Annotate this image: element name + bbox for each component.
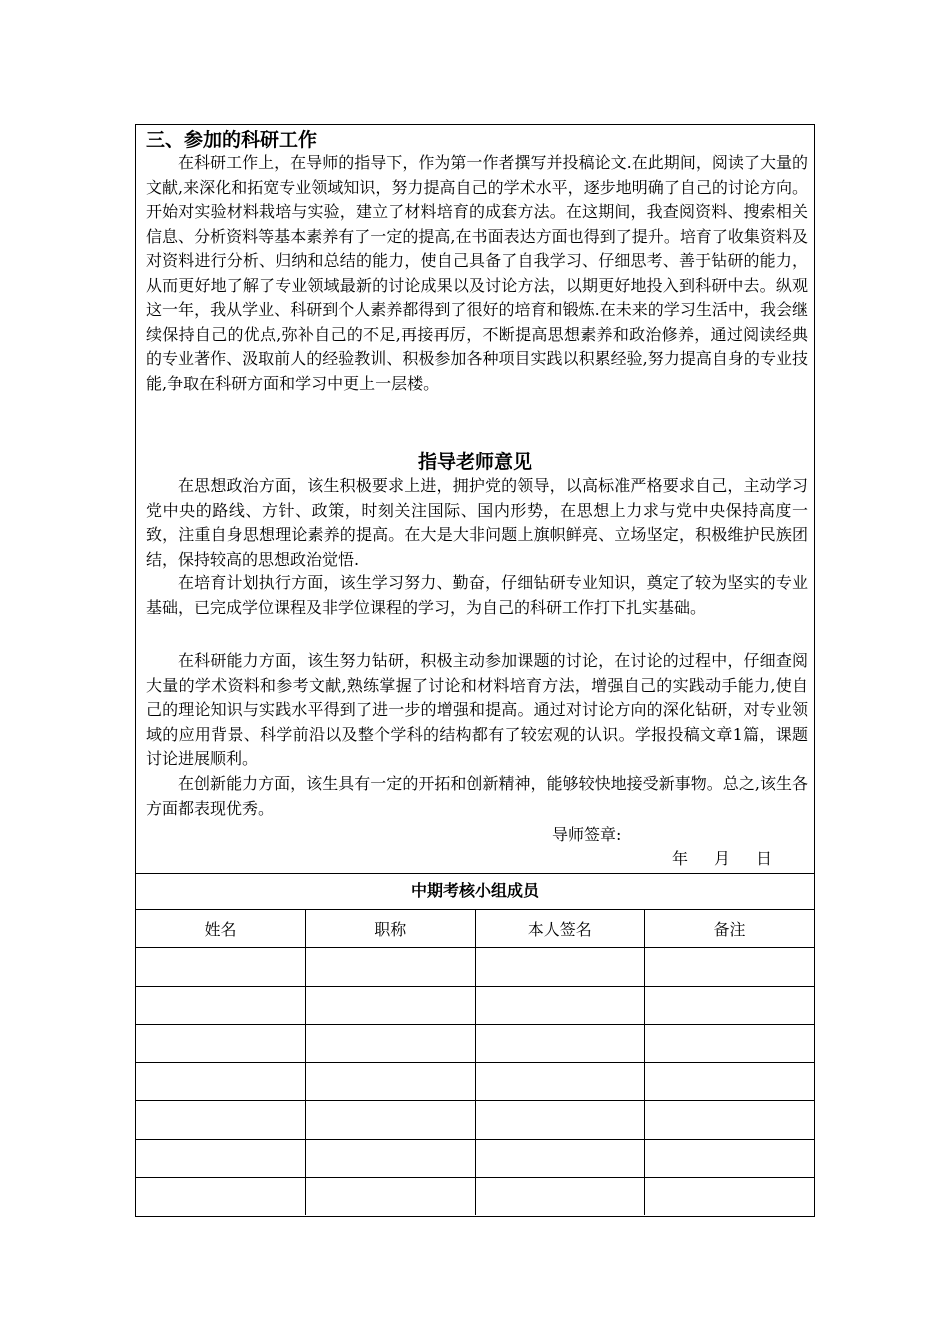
table-cell[interactable] <box>136 1101 306 1139</box>
table-row <box>136 948 814 986</box>
table-row <box>136 1063 814 1101</box>
table-cell[interactable] <box>306 1101 476 1139</box>
signature-label: 导师签章: <box>552 825 622 844</box>
header-name: 姓名 <box>136 910 306 948</box>
date-day: 日 <box>756 849 773 868</box>
opinion-paragraph-training: 在培育计划执行方面，该生学习努力、勤奋，仔细钻研专业知识，奠定了较为坚实的专业基础，已完成学位课程及非学位课程的学习，为自己的科研工作打下扎实基础。 <box>146 573 808 617</box>
table-cell[interactable] <box>306 986 476 1024</box>
table-cell[interactable] <box>306 948 476 986</box>
table-row <box>136 1178 814 1216</box>
table-row <box>136 986 814 1024</box>
review-group-title: 中期考核小组成员 <box>136 873 814 910</box>
signature-date <box>672 847 798 871</box>
table-cell[interactable] <box>136 986 306 1024</box>
header-signature: 本人签名 <box>475 910 645 948</box>
table-cell[interactable] <box>475 1101 645 1139</box>
table-row <box>136 1024 814 1062</box>
table-cell[interactable] <box>475 1178 645 1216</box>
date-month: 月 <box>714 849 731 868</box>
table-row <box>136 1139 814 1177</box>
review-group-table <box>136 910 814 1215</box>
table-cell[interactable] <box>645 948 815 986</box>
table-cell[interactable] <box>306 1139 476 1177</box>
table-cell[interactable] <box>306 1063 476 1101</box>
table-cell[interactable] <box>645 1024 815 1062</box>
table-cell[interactable] <box>475 1063 645 1101</box>
table-cell[interactable] <box>475 986 645 1024</box>
header-title: 职称 <box>306 910 476 948</box>
table-cell[interactable] <box>475 948 645 986</box>
table-cell[interactable] <box>645 986 815 1024</box>
table-row <box>136 1101 814 1139</box>
table-cell[interactable] <box>306 1024 476 1062</box>
table-cell[interactable] <box>645 1101 815 1139</box>
table-cell[interactable] <box>136 1063 306 1101</box>
table-cell[interactable] <box>136 1178 306 1216</box>
research-paragraph: 在科研工作上，在导师的指导下，作为第一作者撰写并投稿论文.在此期间，阅读了大量的文献,来深化和拓宽专业领域知识，努力提高自己的学术水平，逐步地明确了自己的讨论方向。开始对实验材料栽培与实验，建立了材料培育的成套方法。在这期间，我查阅资料、搜索相关信息、分析资料等基本素养有了一定的提高,在书面表达方面也得到了提升。培育了收集资料及对资料进行分析、归纳和总结的能力，使自己具备了自我学习、仔细思考、善于钻研的能力，从而更好地了解了专业领域最新的讨论成果以及讨论方法，以期更好地投入到科研中去。纵观这一年，我从学业、科研到个人素养都得到了很好的培育和锻炼.在未来的学习生活中，我会继续保持自己的优点,弥补自己的不足,再接再厉，不断提高思想素养和政治修养，通过阅读经典的专业著作、汲取前人的经验教训、积极参加各种项目实践以积累经验,努力提高自身的专业技能,争取在科研方面和学习中更上一层楼。 <box>146 153 808 393</box>
table-cell[interactable] <box>645 1139 815 1177</box>
table-cell[interactable] <box>136 1139 306 1177</box>
form-frame <box>135 124 815 1217</box>
opinion-paragraph-research: 在科研能力方面，该生努力钻研，积极主动参加课题的讨论，在讨论的过程中，仔细查阅大量的学术资料和参考文献,熟练掌握了讨论和材料培育方法，增强自己的实践动手能力,使自己的理论知识与实践水平得到了进一步的增强和提高。通过对讨论方向的深化钻研，对专业领域的应用背景、科学前沿以及整个学科的结构都有了较宏观的认识。学报投稿文章1篇，课题讨论进展顺利。 <box>146 651 808 768</box>
opinion-paragraph-politics: 在思想政治方面，该生积极要求上进，拥护党的领导，以高标准严格要求自己，主动学习党中央的路线、方针、政策，时刻关注国际、国内形势，在思想上力求与党中央保持高度一致，注重自身思想理论素养的提高。在大是大非问题上旗帜鲜亮、立场坚定，积极维护民族团结，保持较高的思想政治觉悟. <box>146 476 808 569</box>
table-cell[interactable] <box>306 1178 476 1216</box>
table-cell[interactable] <box>475 1139 645 1177</box>
table-cell[interactable] <box>136 1024 306 1062</box>
table-cell[interactable] <box>136 948 306 986</box>
section-title: 三、参加的科研工作 <box>146 129 318 151</box>
header-remarks: 备注 <box>645 910 815 948</box>
advisor-opinion-title: 指导老师意见 <box>417 451 532 473</box>
table-cell[interactable] <box>645 1178 815 1216</box>
table-cell[interactable] <box>645 1063 815 1101</box>
opinion-paragraph-innovation: 在创新能力方面，该生具有一定的开拓和创新精神，能够较快地接受新事物。总之,该生各方面都表现优秀。 <box>146 774 808 818</box>
table-cell[interactable] <box>475 1024 645 1062</box>
research-and-opinion-section <box>136 125 814 874</box>
table-header-row <box>136 910 814 948</box>
date-year: 年 <box>672 849 689 868</box>
